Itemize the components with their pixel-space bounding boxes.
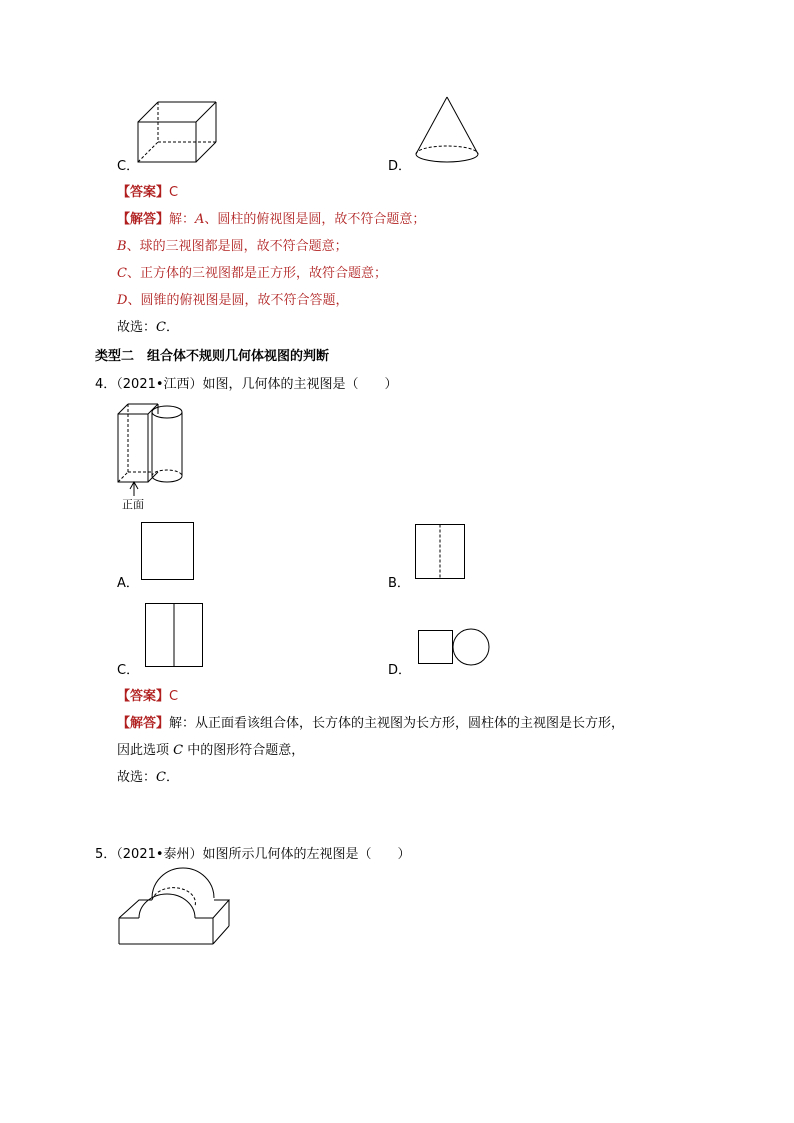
q4-analysis-line-2: [117, 739, 304, 758]
option-letter: D: [117, 293, 128, 308]
q4-option-b-label: B．: [388, 576, 410, 591]
analysis-text: 、圆锥的俯视图是圆，故不符合答题，: [127, 293, 349, 308]
q4-answer: [117, 685, 178, 704]
option-c-figure: [145, 603, 205, 669]
answer-label: 【答案】: [117, 185, 170, 200]
conclusion-pre: 故选：: [117, 770, 157, 785]
q3-option-c-label: C．: [117, 159, 140, 174]
conclusion-post: ．: [165, 320, 179, 335]
conclusion-post: ．: [165, 770, 179, 785]
cube-figure: [138, 102, 218, 164]
q3-answer: [117, 181, 178, 200]
q4-stem: 4．（2021•江西）如图，几何体的主视图是（ ）: [95, 377, 398, 392]
analysis-pre: 解：: [169, 212, 196, 227]
analysis-text: 、球的三视图都是圆，故不符合题意；: [126, 239, 348, 254]
analysis-label: 【解答】: [117, 212, 170, 227]
analysis-post: 中的图形符合题意，: [183, 743, 305, 758]
option-letter: A: [195, 212, 205, 227]
q3-analysis-line-3: [117, 262, 387, 281]
option-a-figure: [141, 522, 195, 582]
q4-option-c-label: C．: [117, 663, 140, 678]
analysis-pre: 因此选项: [117, 743, 174, 758]
analysis-label: 【解答】: [117, 716, 170, 731]
q3-conclusion: [117, 316, 179, 335]
option-letter: C: [117, 266, 127, 281]
q3-analysis-line-1: [117, 208, 425, 227]
option-b-figure: [415, 524, 467, 581]
q5-stem: 5．（2021•泰州）如图所示几何体的左视图是（ ）: [95, 847, 411, 862]
q3-option-d-label: D．: [388, 159, 412, 174]
q4-conclusion: [117, 766, 179, 785]
analysis-text: 、正方体的三视图都是正方形，故符合题意；: [126, 266, 387, 281]
conclusion-letter: C: [156, 770, 166, 785]
section-title: 类型二 组合体不规则几何体视图的判断: [95, 349, 330, 364]
arch-solid-figure: [117, 868, 237, 948]
q3-analysis-line-4: [117, 289, 348, 308]
cone-figure: [412, 96, 482, 168]
option-d-figure: [418, 628, 494, 668]
answer-label: 【答案】: [117, 689, 170, 704]
conclusion-pre: 故选：: [117, 320, 157, 335]
analysis-letter: C: [173, 743, 184, 758]
q4-option-a-label: A．: [117, 576, 139, 591]
option-letter: B: [117, 239, 127, 254]
q4-analysis-line-1: [117, 712, 624, 731]
front-label: 正面: [122, 498, 144, 511]
analysis-text: 、圆柱的俯视图是圆，故不符合题意；: [204, 212, 426, 227]
answer-value: C: [169, 185, 179, 200]
q3-analysis-line-2: [117, 235, 348, 254]
conclusion-letter: C: [156, 320, 166, 335]
analysis-text: 解：从正面看该组合体，长方体的主视图为长方形，圆柱体的主视图是长方形，: [169, 716, 625, 731]
q4-option-d-label: D．: [388, 663, 412, 678]
answer-value: C: [169, 689, 179, 704]
